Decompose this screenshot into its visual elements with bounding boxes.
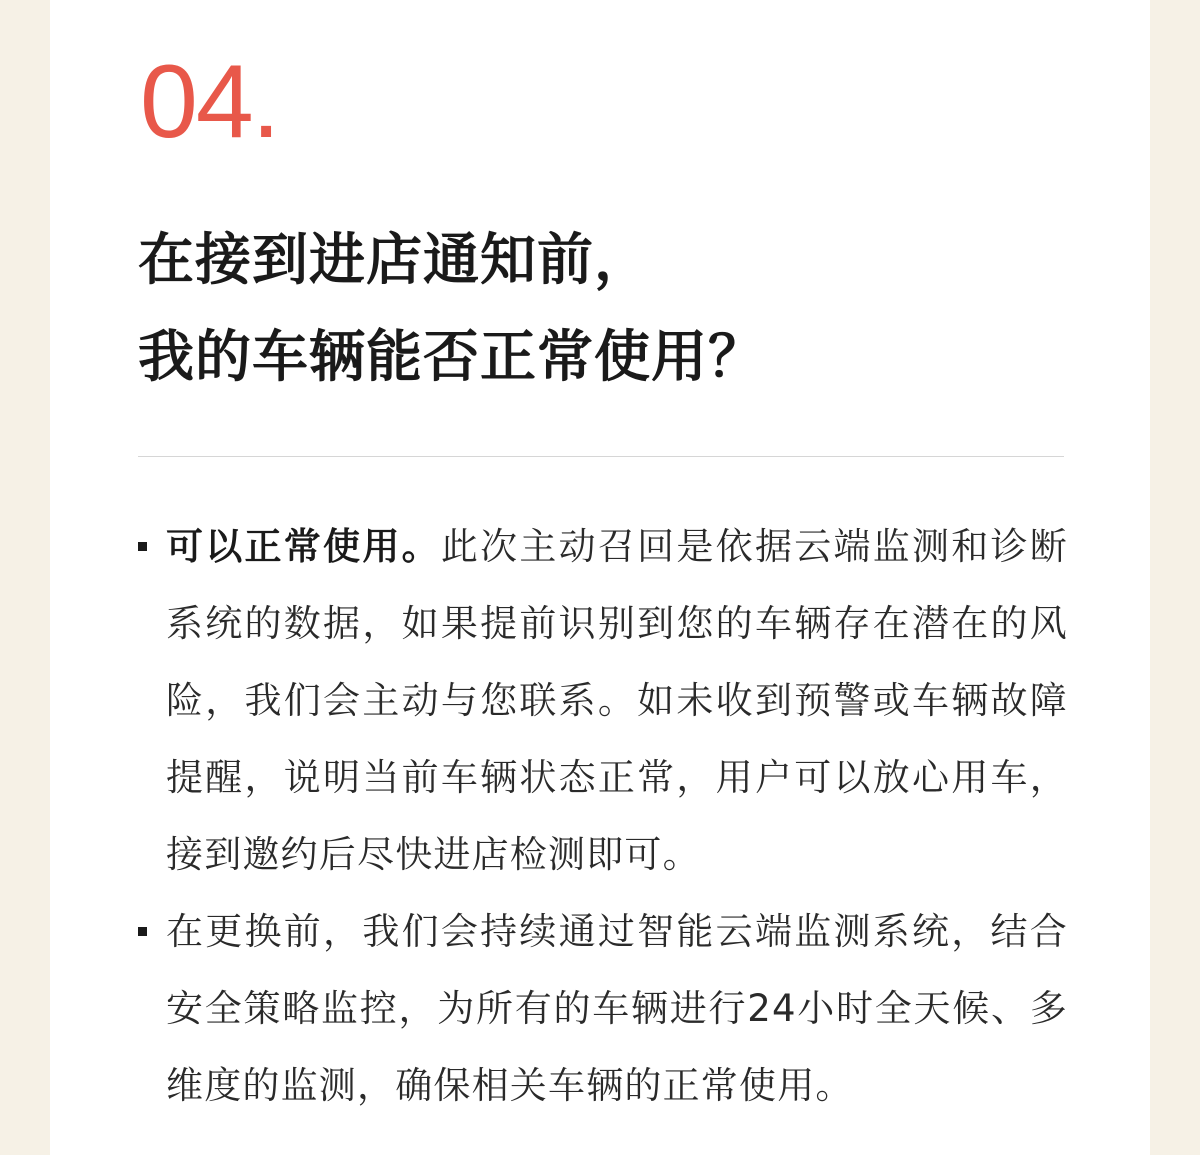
item-lead: 可以正常使用。 — [166, 525, 441, 568]
list-item-monitoring — [138, 893, 1068, 1124]
section-title-line-2: 我的车辆能否正常使用？ — [138, 325, 765, 390]
list-item-usable — [138, 508, 1068, 893]
item-text: 此次主动召回是依据云端监测和诊断系统的数据，如果提前识别到您的车辆存在潜在的风险，我们会主动与您联系。如未收到预警或车辆故障提醒，说明当前车辆状态正常，用户可以放心用车，接到邀约后尽快进店检测即可。 — [166, 525, 1068, 876]
item-text: 在更换前，我们会持续通过智能云端监测系统，结合安全策略监控，为所有的车辆进行24小时全天候、多维度的监测，确保相关车辆的正常使用。 — [166, 910, 1068, 1107]
section-number: 04. — [140, 44, 279, 160]
article-card — [50, 0, 1150, 1155]
section-title-line-1: 在接到进店通知前， — [138, 228, 651, 293]
bullet-icon — [138, 542, 147, 551]
bullet-icon — [138, 927, 147, 936]
answer-list — [138, 508, 1068, 1124]
divider — [138, 456, 1064, 457]
section-title — [138, 212, 765, 406]
